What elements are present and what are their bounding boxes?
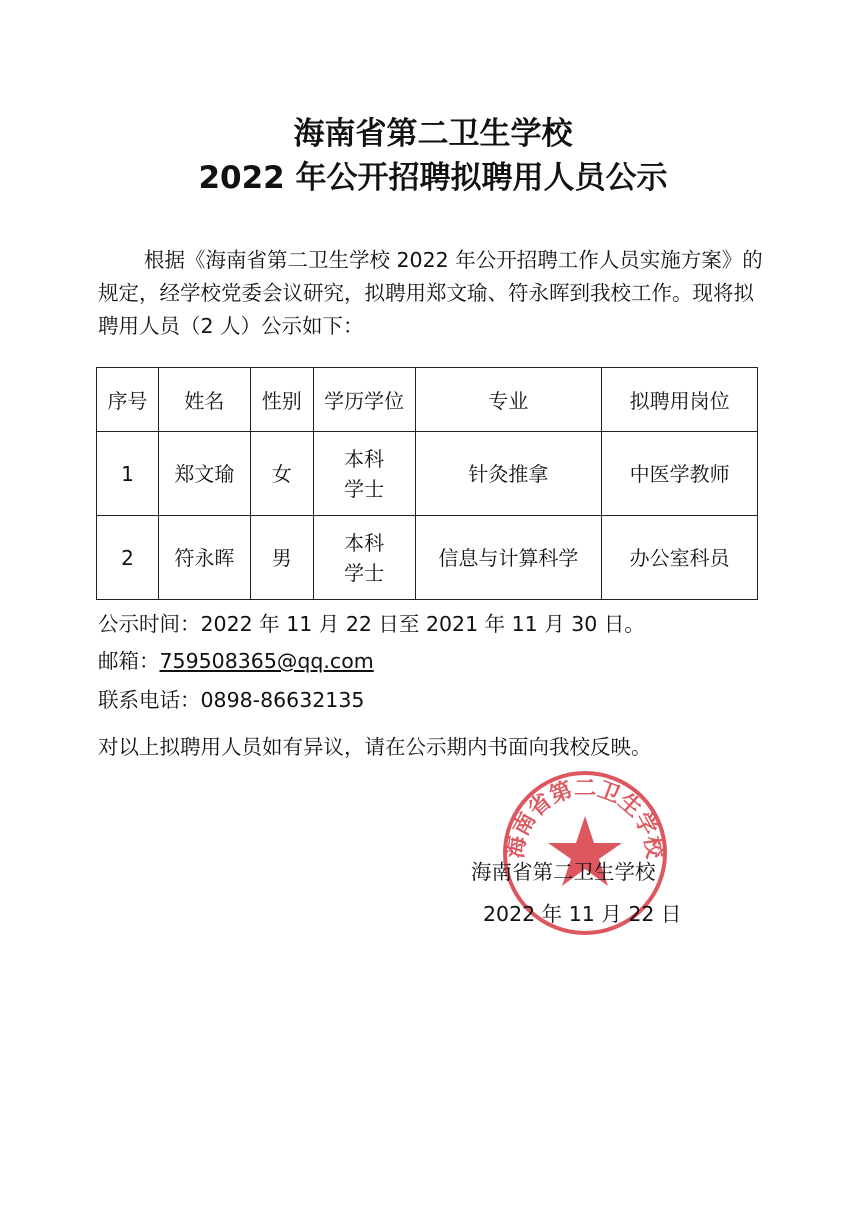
cell-education bbox=[313, 516, 415, 600]
email-label: 邮箱： bbox=[98, 649, 160, 673]
cell-education bbox=[313, 432, 415, 516]
document-title-line2: 2022 年公开招聘拟聘用人员公示 bbox=[198, 160, 668, 196]
seal-text: 海南省第二卫生学校 bbox=[503, 776, 667, 861]
email-link[interactable]: 759508365@qq.com bbox=[159, 649, 374, 673]
cell-gender: 女 bbox=[250, 432, 313, 516]
document-title-line1: 海南省第二卫生学校 bbox=[293, 116, 573, 152]
cell-position: 办公室科员 bbox=[602, 516, 758, 600]
cell-no: 1 bbox=[97, 432, 159, 516]
cell-position: 中医学教师 bbox=[602, 432, 758, 516]
cell-major: 信息与计算科学 bbox=[415, 516, 602, 600]
header-education: 学历学位 bbox=[313, 368, 415, 432]
header-no: 序号 bbox=[97, 368, 159, 432]
header-gender: 性别 bbox=[250, 368, 313, 432]
intro-paragraph: 根据《海南省第二卫生学校 2022 年公开招聘工作人员实施方案》的规定，经学校党委会议研究，拟聘用郑文瑜、符永晖到我校工作。现将拟聘用人员（2 人）公示如下： bbox=[98, 248, 763, 338]
table-header-row bbox=[97, 368, 758, 432]
header-position: 拟聘用岗位 bbox=[602, 368, 758, 432]
notice-period-value: 2022 年 11 月 22 日至 2021 年 11 月 30 日。 bbox=[200, 612, 645, 636]
education-degree: 本科 bbox=[344, 530, 385, 555]
objection-notice: 对以上拟聘用人员如有异议，请在公示期内书面向我校反映。 bbox=[98, 735, 652, 759]
header-major: 专业 bbox=[415, 368, 602, 432]
education-title: 学士 bbox=[344, 560, 385, 585]
header-name: 姓名 bbox=[158, 368, 250, 432]
notice-period bbox=[98, 607, 645, 637]
cell-no: 2 bbox=[97, 516, 159, 600]
table-row bbox=[97, 516, 758, 600]
phone-value: 0898-86632135 bbox=[200, 688, 365, 712]
cell-major: 针灸推拿 bbox=[415, 432, 602, 516]
education-title: 学士 bbox=[344, 476, 385, 501]
contact-phone bbox=[98, 683, 364, 713]
notice-period-label: 公示时间： bbox=[98, 612, 201, 636]
phone-label: 联系电话： bbox=[98, 688, 201, 712]
cell-name: 符永晖 bbox=[158, 516, 250, 600]
cell-gender: 男 bbox=[250, 516, 313, 600]
table-row bbox=[97, 432, 758, 516]
signature-date: 2022 年 11 月 22 日 bbox=[483, 902, 682, 926]
cell-name: 郑文瑜 bbox=[158, 432, 250, 516]
contact-email bbox=[98, 644, 374, 674]
signature-school: 海南省第二卫生学校 bbox=[471, 860, 656, 884]
education-degree: 本科 bbox=[344, 446, 385, 471]
candidates-table bbox=[96, 367, 758, 600]
